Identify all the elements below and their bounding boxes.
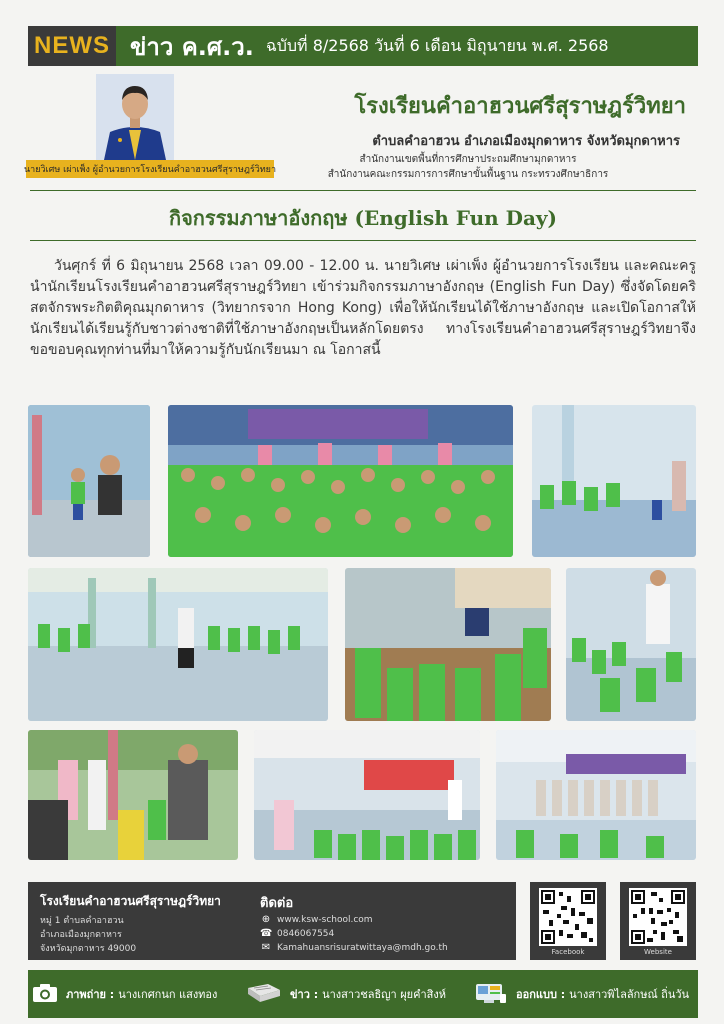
contact-website[interactable] (260, 914, 373, 925)
globe-icon: ⊕ (261, 914, 271, 925)
office-line-2: สำนักงานคณะกรรมการการศึกษาขั้นพื้นฐาน กระทรวงศึกษาธิการ (327, 169, 609, 180)
header-title (130, 26, 609, 66)
website-link[interactable]: www.ksw-school.com (277, 914, 373, 925)
photo-8 (254, 730, 480, 860)
divider-top (30, 190, 696, 191)
qr-facebook-label: Facebook (551, 948, 585, 956)
school-address: ตำบลคำอาฮวน อำเภอเมืองมุกดาหาร จังหวัดมุกดาหาร (372, 134, 680, 149)
issue-info: ฉบับที่ 8/2568 วันที่ 6 เดือน มิถุนายน พ.ศ. 2568 (265, 35, 609, 55)
phone-number[interactable]: 0846067554 (277, 928, 335, 939)
photo-2 (168, 405, 513, 557)
email-link[interactable]: Kamahuansrisuratwittaya@mdh.go.th (277, 942, 448, 953)
credit-design (474, 982, 689, 1006)
news-badge: NEWS (28, 26, 116, 66)
contact-email[interactable] (260, 942, 448, 953)
office-line-1: สำนักงานเขตพื้นที่การศึกษาประถมศึกษามุกดาหาร (359, 154, 577, 165)
photo-4 (28, 568, 328, 721)
qr-website[interactable] (620, 882, 696, 960)
photo-7 (28, 730, 238, 860)
credit-design-label: ออกแบบ : (516, 988, 566, 1001)
credit-news-label: ข่าว : (290, 988, 319, 1001)
article-heading: กิจกรรมภาษาอังกฤษ (English Fun Day) (168, 206, 558, 230)
photo-6 (566, 568, 696, 721)
camera-icon (32, 983, 58, 1006)
credit-design-name: นางสาวพิไลลักษณ์ ถิ่นวัน (569, 988, 690, 1001)
divider-bottom (30, 240, 696, 241)
photo-1 (28, 405, 150, 557)
footer-address-line-1: หมู่ 1 ตำบลคำอาฮวน (40, 916, 124, 926)
footer-address (40, 914, 136, 956)
photo-3 (532, 405, 696, 557)
newsletter-title: ข่าว ค.ศ.ว. (130, 32, 254, 61)
qr-code-icon (539, 888, 597, 946)
director-caption: นายวิเศษ เผ่าเพ็ง ผู้อำนวยการโรงเรียนคำอาฮวนศรีสุราษฎร์วิทยา (26, 160, 274, 178)
design-icon (474, 982, 508, 1007)
contact-phone[interactable] (260, 928, 334, 939)
qr-facebook[interactable] (530, 882, 606, 960)
credit-photo (32, 982, 217, 1006)
footer-address-line-3: จังหวัดมุกดาหาร 49000 (40, 944, 137, 954)
director-photo (96, 74, 174, 160)
credit-photo-label: ภาพถ่าย : (66, 988, 115, 1001)
article-body (30, 256, 696, 361)
phone-icon: ☎ (260, 928, 273, 939)
credit-photo-name: นางเกศกนก แสงทอง (118, 988, 218, 1001)
school-name: โรงเรียนคำอาฮวนศรีสุราษฎร์วิทยา (354, 94, 686, 119)
credit-news-name: นางสาวชลธิญา ผุยคำสิงห์ (322, 988, 446, 1001)
credit-news (246, 982, 446, 1006)
article-paragraph: วันศุกร์ ที่ 6 มิถุนายน 2568 เวลา 09.00 - 12.00 น. นายวิเศษ เผ่าเพ็ง ผู้อำนวยการโรงเรียน และคณะครู นำนักเรียนโรงเรียนคำอาฮวนศรีสุราษฎร์วิทยา เข้าร่วมกิจกรรมภาษาอังกฤษ (English Fun Day) ซึ่งจัดโดยคริสตจักรพระกิตติคุณมุกดาหาร (วิทยากรจาก Hong Kong) เพื่อให้นักเรียนได้ใช้ภาษาอังกฤษ และเปิดโอกาสให้นักเรียนได้เรียนรู้กับชาวต่างชาติที่ใช้ภาษาอังกฤษเป็นหลักโดยตรง ทางโรงเรียนคำอาฮวนศรีสุราษฎร์วิทยาจึงขอขอบคุณทุกท่านที่มาให้ความรู้กับนักเรียนมา ณ โอกาสนี้ (30, 258, 696, 358)
school-office (300, 152, 636, 182)
mail-icon: ✉ (261, 942, 271, 953)
qr-website-label: Website (644, 948, 672, 956)
footer-school-name: โรงเรียนคำอาฮวนศรีสุราษฎร์วิทยา (40, 894, 221, 908)
newspaper-icon (246, 982, 282, 1007)
photo-5 (345, 568, 551, 721)
qr-code-icon (629, 888, 687, 946)
photo-9 (496, 730, 696, 860)
footer-address-line-2: อำเภอเมืองมุกดาหาร (40, 930, 122, 940)
contact-title: ติดต่อ (260, 896, 294, 911)
